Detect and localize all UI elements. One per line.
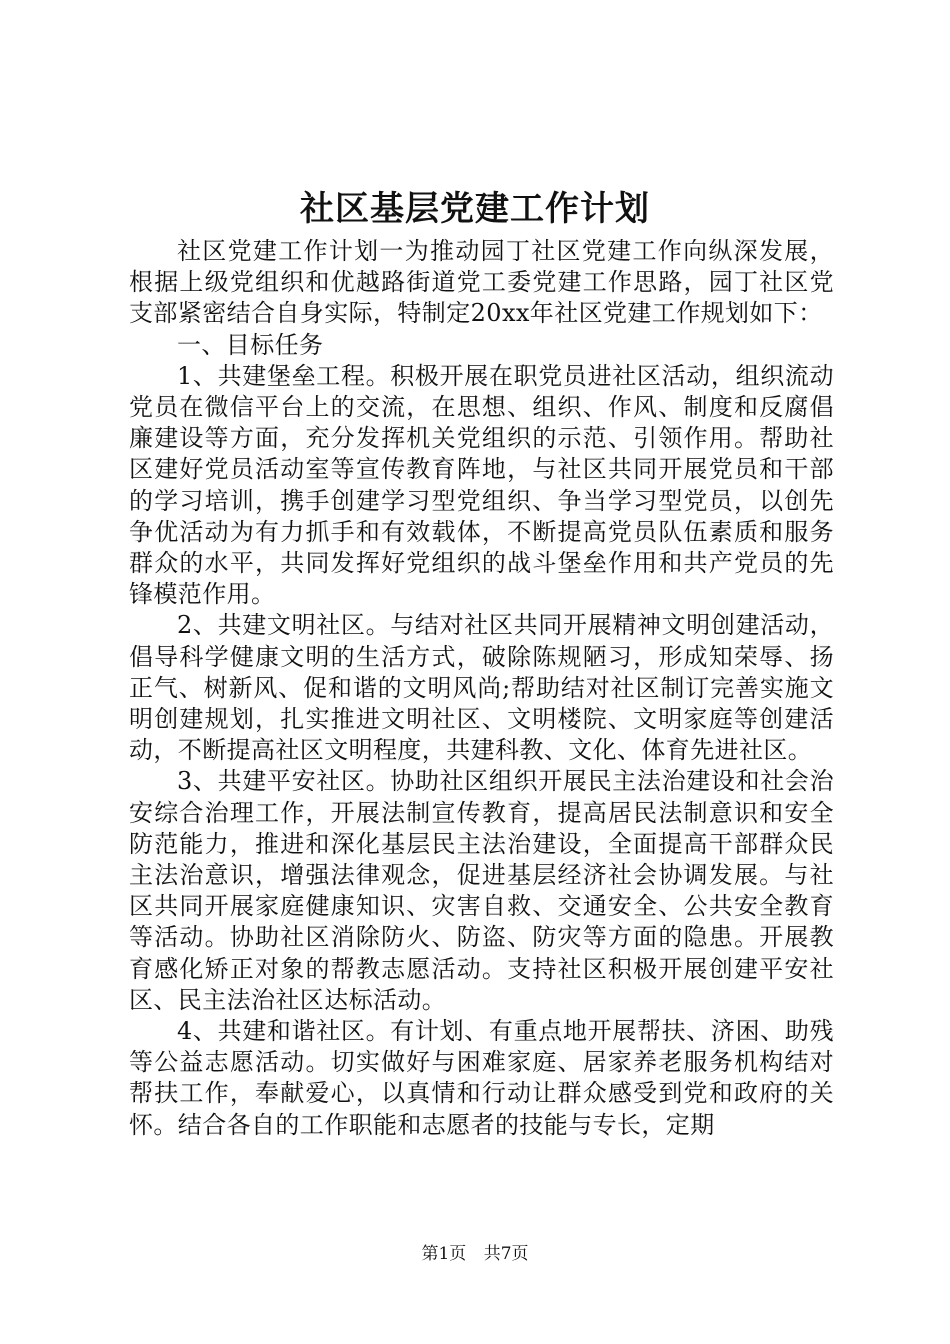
section-heading: 一、目标任务 <box>177 330 324 359</box>
page-number: 第1页 <box>421 1244 467 1264</box>
page-total: 共7页 <box>483 1244 529 1264</box>
body-paragraph: 4、共建和谐社区。有计划、有重点地开展帮扶、济困、助残等公益志愿活动。切实做好与困难家庭、居家养老服务机构结对帮扶工作，奉献爱心，以真情和行动让群众感受到党和政府的关怀。结合各自的工作职能和志愿者的技能与专长，定期 <box>129 1017 834 1139</box>
document-body <box>129 236 834 1141</box>
document-title: 社区基层党建工作计划 <box>300 189 650 229</box>
intro-paragraph: 社区党建工作计划一为推动园丁社区党建工作向纵深发展，根据上级党组织和优越路街道党工委党建工作思路，园丁社区党支部紧密结合自身实际，特制定20xx年社区党建工作规划如下： <box>129 237 834 328</box>
body-paragraph: 1、共建堡垒工程。积极开展在职党员进社区活动，组织流动党员在微信平台上的交流，在思想、组织、作风、制度和反腐倡廉建设等方面，充分发挥机关党组织的示范、引领作用。帮助社区建好党员活动室等宣传教育阵地，与社区共同开展党员和干部的学习培训，携手创建学习型党组织、争当学习型党员，以创先争优活动为有力抓手和有效载体，不断提高党员队伍素质和服务群众的水平，共同发挥好党组织的战斗堡垒作用和共产党员的先锋模范作用。 <box>129 361 834 609</box>
body-paragraph: 3、共建平安社区。协助社区组织开展民主法治建设和社会治安综合治理工作，开展法制宣传教育，提高居民法制意识和安全防范能力，推进和深化基层民主法治建设，全面提高干部群众民主法治意识，增强法律观念，促进基层经济社会协调发展。与社区共同开展家庭健康知识、灾害自救、交通安全、公共安全教育等活动。协助社区消除防火、防盗、防灾等方面的隐患。开展教育感化矫正对象的帮教志愿活动。支持社区积极开展创建平安社区、民主法治社区达标活动。 <box>129 767 834 1014</box>
page-footer <box>0 1243 950 1265</box>
body-paragraph: 2、共建文明社区。与结对社区共同开展精神文明创建活动，倡导科学健康文明的生活方式，破除陈规陋习，形成知荣辱、扬正气、树新风、促和谐的文明风尚;帮助结对社区制订完善实施文明创建规划，扎实推进文明社区、文明楼院、文明家庭等创建活动，不断提高社区文明程度，共建科教、文化、体育先进社区。 <box>129 611 834 765</box>
